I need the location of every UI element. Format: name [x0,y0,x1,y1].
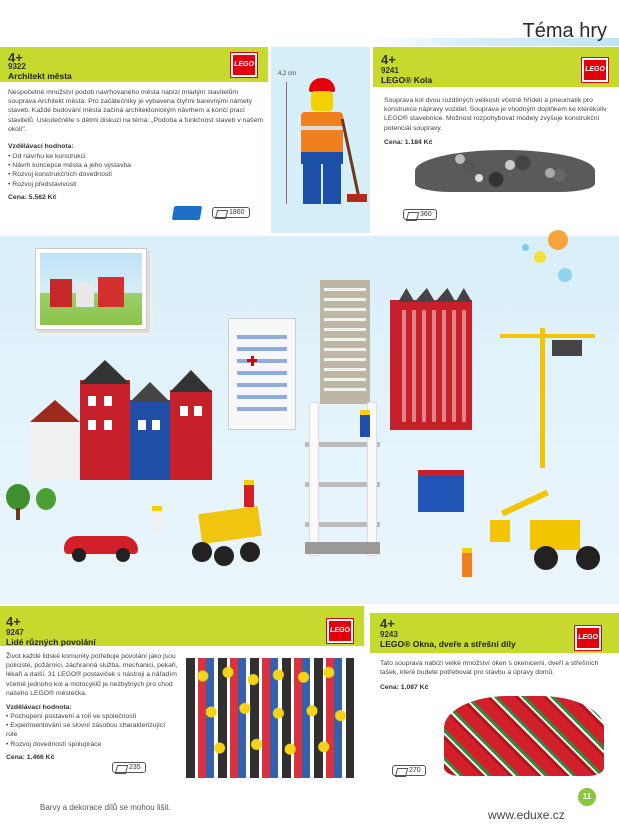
edu-list-9247 [6,712,176,749]
red-car [64,526,138,562]
price-9247: Cena: 1.466 Kč [6,754,55,761]
edu-title-9322 [8,142,74,151]
windows-doors-roof-image [440,680,610,780]
crane [500,328,600,468]
price-9243: Cena: 1.087 Kč [380,684,429,691]
edu-title: Vzdělávací hodnota: [6,704,72,711]
edu-item: • Pochopení postavení a rolí ve společnosti [6,713,137,720]
product-desc-9241: Souprava kol dvou rozdílných velikostí včetně hřídelí a pneumatik pro konstrukce nápravy vozidel. Souprava je vhodným doplňkem ke kterékoliv LEGO® stavebnice. Možnost rozpohybovat modely zvyšuje konstrukční potenciál soupravy. [384,97,607,132]
worker-minifigure [297,78,367,218]
product-desc-9322: Nespočetné množství podob navrhovaného města nabízí mladým stavitelům souprava Architekt města. Pro začátečníky je vybavena čtyřmi barevnými námety staveb. Každé budování města začíná architektonickým návrhem a končí prací stavitelů. Uskutečněte s dětmi diskuzi na téma: „Podoba a funkčnost staveb v našem okolí". [8,89,264,133]
footer-note: Barvy a dekorace dílů se mohou lišit. [40,803,171,812]
building-idea-cards [35,248,147,330]
product-header-9241 [373,47,619,87]
edu-item: • Návrh koncepce města a jeho výstavba [8,162,131,170]
lego-logo-text: LEGO [329,621,351,641]
tree-trunk [16,508,20,520]
lego-logo-text: LEGO [584,60,606,80]
product-code: 9243 [380,630,398,639]
product-header-9247 [0,606,364,646]
pieces-badge-9243: 270 [392,765,426,776]
edu-item: • Rozvoj konstrukčních dovedností [8,171,113,179]
decor-dot-orange [548,230,568,250]
product-desc-9247: Život každé lidské komunity potřebuje povolání jako jsou policisté, požárníci, záchranná služba, mechanici, pekaři, lékaři a další. 31 LEGO® postaviček s nástroji a nářadím včetně jednoho kol a motocyklů je nezbytných pro chod našeho LEGO® městečka. [6,653,178,697]
decor-dot-blue-small [522,244,529,251]
product-name: Architekt města [8,71,72,81]
row-houses [30,360,215,480]
decor-dot-yellow [534,251,546,263]
edu-list-9322 [8,152,258,189]
blue-shed [418,470,464,512]
height-dimension-line [286,82,287,204]
product-name: LEGO® Okna, dveře a střešní díly [380,639,516,649]
lego-logo [230,52,258,78]
page-title: Téma hry [522,20,607,42]
wheels-image [395,140,609,196]
edu-title: Vzdělávací hodnota: [8,143,74,150]
lego-logo-text: LEGO [233,55,255,75]
edu-item: • Rozvoj dovedností spolupráce [6,740,102,748]
edu-item: • Od návrhu ke konstrukci [8,153,86,160]
tub-image [172,206,202,220]
age-label: 4+ [381,52,396,67]
age-label: 4+ [8,50,23,65]
edu-item: • Rozvoj představivosti [8,180,77,188]
product-header-9322 [0,47,268,82]
pieces-badge-9241: 360 [403,209,437,220]
product-name: LEGO® Kola [381,75,433,85]
dump-truck [190,500,268,570]
lego-logo [581,57,609,83]
product-header-9243 [370,613,619,653]
page-number: 11 [578,788,596,806]
price-9241: Cena: 1.184 Kč [384,139,433,146]
minifigures-crowd-image [180,648,360,788]
product-code: 9322 [8,62,26,71]
product-code: 9247 [6,628,24,637]
age-label: 4+ [380,616,395,631]
red-office-building [390,300,472,430]
product-desc-9243: Tato souprava nabízí velké množství oken s okenicemi, dveří a střešních tašek, které budete potřebovat pro stavbu a úpravy domů. [380,660,599,677]
figure-height-label: 4,2 cm [278,71,297,77]
minifigure [462,548,472,577]
lego-logo-text: LEGO [577,628,599,648]
footer-url[interactable]: www.eduxe.cz [488,808,565,822]
pieces-badge-9322: 1860 [212,207,250,218]
skyscraper [320,280,370,404]
minifigure [360,410,370,437]
lego-logo [574,625,602,651]
excavator [490,480,610,576]
tree [6,484,30,510]
hospital-building [228,318,296,430]
edu-item: • Experimentování se slovní zásobou charakterizující role [6,722,166,739]
edu-title-9247 [6,703,72,712]
decor-dot-blue [558,268,572,282]
tree [36,488,56,510]
pieces-badge-9247: 235 [112,762,146,773]
lego-logo [326,618,354,644]
product-name: Lidé různých povolání [6,637,96,647]
product-code: 9241 [381,66,399,75]
age-label: 4+ [6,614,21,629]
price-9322: Cena: 5.562 Kč [8,194,57,201]
minifigure [152,506,162,533]
minifigure [244,480,254,507]
